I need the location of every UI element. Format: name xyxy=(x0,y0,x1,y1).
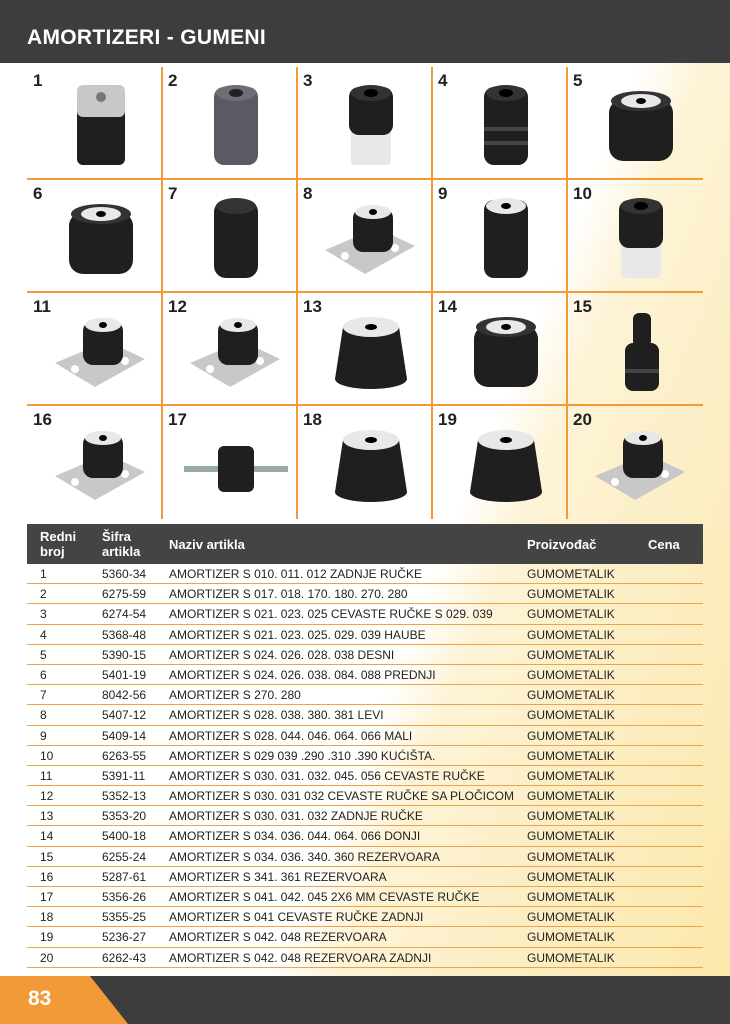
cell-proizvodjac: GUMOMETALIK xyxy=(527,829,615,844)
table-row xyxy=(27,564,703,584)
page-header xyxy=(0,0,730,63)
cell-redni-broj: 18 xyxy=(40,910,54,925)
product-cell xyxy=(162,293,295,403)
cell-sifra: 5409-14 xyxy=(102,728,147,743)
product-cell xyxy=(432,293,565,403)
cell-redni-broj: 17 xyxy=(40,890,54,904)
product-cell-number: 8 xyxy=(303,184,313,203)
cell-redni-broj: 7 xyxy=(40,688,47,703)
table-row xyxy=(27,927,703,947)
product-cell xyxy=(567,406,700,516)
rubber-mount-plate-icon xyxy=(45,416,155,516)
cell-proizvodjac: GUMOMETALIK xyxy=(527,627,615,642)
cell-naziv: AMORTIZER S 341. 361 REZERVOARA xyxy=(169,869,387,884)
rubber-sleeve-icon xyxy=(180,190,290,290)
header-sifra-artikla-line1: Šifra xyxy=(102,529,131,544)
product-cell-number: 12 xyxy=(168,297,187,316)
cell-naziv: AMORTIZER S 270. 280 xyxy=(169,688,301,703)
rubber-mount-white-base-icon xyxy=(315,77,425,177)
cell-redni-broj: 1 xyxy=(40,567,47,581)
rubber-mount-threaded-icon xyxy=(180,416,290,516)
cell-naziv: AMORTIZER S 034. 036. 340. 360 REZERVOARA xyxy=(169,849,441,864)
table-row xyxy=(27,786,703,806)
rubber-mount-wide-icon xyxy=(45,190,155,290)
table-row xyxy=(27,867,703,887)
product-cell xyxy=(297,67,430,177)
cell-sifra: 8042-56 xyxy=(102,688,147,703)
product-cell xyxy=(27,67,160,177)
product-cell-number: 17 xyxy=(168,410,187,429)
product-cell xyxy=(432,180,565,290)
cell-naziv: AMORTIZER S 029 039 .290 .310 .390 KUĆIŠTA. xyxy=(169,748,436,763)
cell-naziv: AMORTIZER S 034. 036. 044. 064. 066 DONJI xyxy=(169,829,421,844)
cell-redni-broj: 6 xyxy=(40,667,47,682)
cell-proizvodjac: GUMOMETALIK xyxy=(527,950,615,965)
cell-sifra: 5391-11 xyxy=(102,768,146,783)
rubber-mount-cone-icon xyxy=(315,303,425,403)
cell-redni-broj: 20 xyxy=(40,950,54,965)
product-cell-number: 3 xyxy=(303,71,313,90)
header-proizvodjac: Proizvođač xyxy=(527,537,597,552)
cell-redni-broj: 12 xyxy=(40,789,54,804)
cell-proizvodjac: GUMOMETALIK xyxy=(527,849,615,864)
cell-proizvodjac: GUMOMETALIK xyxy=(527,809,615,824)
header-redni-broj-line2: broj xyxy=(40,544,65,559)
cell-sifra: 6263-55 xyxy=(102,748,147,763)
cell-naziv: AMORTIZER S 024. 026. 028. 038 DESNI xyxy=(169,647,395,662)
product-cell xyxy=(432,67,565,177)
rubber-mount-plate-icon xyxy=(45,303,155,403)
cell-naziv: AMORTIZER S 017. 018. 170. 180. 270. 280 xyxy=(169,587,408,602)
cell-proizvodjac: GUMOMETALIK xyxy=(527,768,615,783)
product-cell-number: 14 xyxy=(438,297,457,316)
product-cell xyxy=(297,293,430,403)
product-table xyxy=(27,524,703,968)
table-body xyxy=(27,564,703,968)
product-cell xyxy=(567,67,700,177)
product-cell-number: 18 xyxy=(303,410,322,429)
cell-redni-broj: 11 xyxy=(40,768,53,783)
product-cell-number: 9 xyxy=(438,184,448,203)
page-title: AMORTIZERI - GUMENI xyxy=(27,26,267,49)
cell-proizvodjac: GUMOMETALIK xyxy=(527,890,615,904)
cell-redni-broj: 8 xyxy=(40,708,47,723)
cell-redni-broj: 19 xyxy=(40,930,54,945)
page-number: 83 xyxy=(28,987,52,1010)
cell-proizvodjac: GUMOMETALIK xyxy=(527,869,615,884)
product-image-grid xyxy=(27,67,703,519)
cell-proizvodjac: GUMOMETALIK xyxy=(527,728,615,743)
table-row xyxy=(27,665,703,685)
product-cell-number: 5 xyxy=(573,71,583,90)
rubber-sleeve-metal-top-icon xyxy=(450,190,560,290)
product-cell-number: 7 xyxy=(168,184,178,203)
cell-naziv: AMORTIZER S 010. 011. 012 ZADNJE RUČKE xyxy=(169,567,422,581)
cell-proizvodjac: GUMOMETALIK xyxy=(527,930,615,945)
header-cena: Cena xyxy=(648,537,680,552)
product-cell-number: 16 xyxy=(33,410,52,429)
cell-naziv: AMORTIZER S 021. 023. 025 CEVASTE RUČKE S 029. 039 xyxy=(169,607,493,622)
product-cell-number: 20 xyxy=(573,410,592,429)
table-header xyxy=(27,524,703,564)
cell-sifra: 5368-48 xyxy=(102,627,147,642)
cell-proizvodjac: GUMOMETALIK xyxy=(527,708,615,723)
page-footer xyxy=(0,976,730,1024)
product-cell xyxy=(162,67,295,177)
table-row xyxy=(27,746,703,766)
table-row xyxy=(27,685,703,705)
cell-sifra: 6275-59 xyxy=(102,587,147,602)
cell-sifra: 5352-13 xyxy=(102,789,147,804)
product-cell-number: 2 xyxy=(168,71,178,90)
product-cell xyxy=(162,406,295,516)
cell-proizvodjac: GUMOMETALIK xyxy=(527,789,615,804)
product-cell-number: 13 xyxy=(303,297,322,316)
cell-redni-broj: 9 xyxy=(40,728,47,743)
product-cell-number: 19 xyxy=(438,410,457,429)
cell-naziv: AMORTIZER S 021. 023. 025. 029. 039 HAUBE xyxy=(169,627,426,642)
cell-naziv: AMORTIZER S 030. 031. 032 ZADNJE RUČKE xyxy=(169,809,423,824)
rubber-mount-wide-icon xyxy=(585,77,695,177)
product-cell xyxy=(27,180,160,290)
rubber-sleeve-ribbed-icon xyxy=(450,77,560,177)
product-cell xyxy=(27,293,160,403)
cell-naziv: AMORTIZER S 042. 048 REZERVOARA xyxy=(169,930,387,945)
cell-proizvodjac: GUMOMETALIK xyxy=(527,910,615,925)
rubber-mount-cone-icon xyxy=(315,416,425,516)
table-row xyxy=(27,625,703,645)
cell-proizvodjac: GUMOMETALIK xyxy=(527,607,615,622)
cell-redni-broj: 10 xyxy=(40,748,54,763)
product-cell-number: 11 xyxy=(33,297,51,316)
table-row xyxy=(27,826,703,846)
product-cell-number: 4 xyxy=(438,71,448,90)
rubber-sleeve-grey-icon xyxy=(180,77,290,177)
table-row xyxy=(27,604,703,624)
cell-sifra: 6274-54 xyxy=(102,607,147,622)
table-row xyxy=(27,726,703,746)
cell-proizvodjac: GUMOMETALIK xyxy=(527,647,615,662)
cell-redni-broj: 14 xyxy=(40,829,54,844)
cell-sifra: 5407-12 xyxy=(102,708,147,723)
rubber-mount-white-base-icon xyxy=(585,190,695,290)
product-cell xyxy=(297,406,430,516)
cell-sifra: 5400-18 xyxy=(102,829,147,844)
cell-naziv: AMORTIZER S 028. 038. 380. 381 LEVI xyxy=(169,708,384,723)
cell-proizvodjac: GUMOMETALIK xyxy=(527,667,615,682)
cell-sifra: 5401-19 xyxy=(102,667,147,682)
product-cell xyxy=(567,293,700,403)
cell-naziv: AMORTIZER S 028. 044. 046. 064. 066 MALI xyxy=(169,728,413,743)
product-cell xyxy=(297,180,430,290)
rubber-mount-plate-icon xyxy=(180,303,290,403)
cell-redni-broj: 15 xyxy=(40,849,54,864)
cell-naziv: AMORTIZER S 024. 026. 038. 084. 088 PREDNJI xyxy=(169,667,436,682)
cell-sifra: 5360-34 xyxy=(102,567,147,581)
cell-sifra: 5287-61 xyxy=(102,869,147,884)
cell-sifra: 6262-43 xyxy=(102,950,147,965)
table-row xyxy=(27,705,703,725)
table-row xyxy=(27,584,703,604)
cell-redni-broj: 4 xyxy=(40,627,47,642)
cell-sifra: 5353-20 xyxy=(102,809,147,824)
cell-naziv: AMORTIZER S 030. 031. 032. 045. 056 CEVASTE RUČKE xyxy=(169,768,485,783)
product-cell-number: 15 xyxy=(573,297,592,316)
cell-proizvodjac: GUMOMETALIK xyxy=(527,567,615,581)
page-number-tab xyxy=(0,976,128,1024)
product-cell-number: 1 xyxy=(33,71,43,90)
header-sifra-artikla-line2: artikla xyxy=(102,544,141,559)
rubber-mount-plate-icon xyxy=(585,416,695,516)
cell-proizvodjac: GUMOMETALIK xyxy=(527,748,615,763)
header-redni-broj-line1: Redni xyxy=(40,529,77,544)
cell-sifra: 5390-15 xyxy=(102,647,147,662)
cell-naziv: AMORTIZER S 041. 042. 045 2X6 MM CEVASTE RUČKE xyxy=(169,890,480,904)
rubber-mount-plate-icon xyxy=(315,190,425,290)
table-row xyxy=(27,847,703,867)
rubber-mount-cone-icon xyxy=(450,416,560,516)
cell-proizvodjac: GUMOMETALIK xyxy=(527,587,615,602)
cell-proizvodjac: GUMOMETALIK xyxy=(527,688,615,703)
product-cell xyxy=(27,406,160,516)
cell-sifra: 6255-24 xyxy=(102,849,147,864)
cell-redni-broj: 16 xyxy=(40,869,54,884)
table-row xyxy=(27,766,703,786)
cell-redni-broj: 13 xyxy=(40,809,54,824)
table-row xyxy=(27,645,703,665)
cell-sifra: 5355-25 xyxy=(102,910,147,925)
cell-sifra: 5356-26 xyxy=(102,890,147,904)
product-cell xyxy=(162,180,295,290)
cell-naziv: AMORTIZER S 041 CEVASTE RUČKE ZADNJI xyxy=(169,910,424,925)
cell-redni-broj: 2 xyxy=(40,587,47,602)
cell-redni-broj: 3 xyxy=(40,607,47,622)
rubber-bushing-small-icon xyxy=(585,303,695,403)
cell-redni-broj: 5 xyxy=(40,647,47,662)
cell-naziv: AMORTIZER S 030. 031 032 CEVASTE RUČKE SA PLOČICOM xyxy=(169,789,515,804)
rubber-mount-metal-top-icon xyxy=(45,77,155,177)
rubber-mount-wide-icon xyxy=(450,303,560,403)
table-row xyxy=(27,806,703,826)
table-row xyxy=(27,887,703,907)
product-cell-number: 6 xyxy=(33,184,43,203)
product-cell xyxy=(432,406,565,516)
product-cell-number: 10 xyxy=(573,184,592,203)
cell-sifra: 5236-27 xyxy=(102,930,147,945)
table-row xyxy=(27,907,703,927)
header-naziv-artikla: Naziv artikla xyxy=(169,537,245,552)
cell-naziv: AMORTIZER S 042. 048 REZERVOARA ZADNJI xyxy=(169,950,432,965)
table-row xyxy=(27,948,703,968)
product-cell xyxy=(567,180,700,290)
